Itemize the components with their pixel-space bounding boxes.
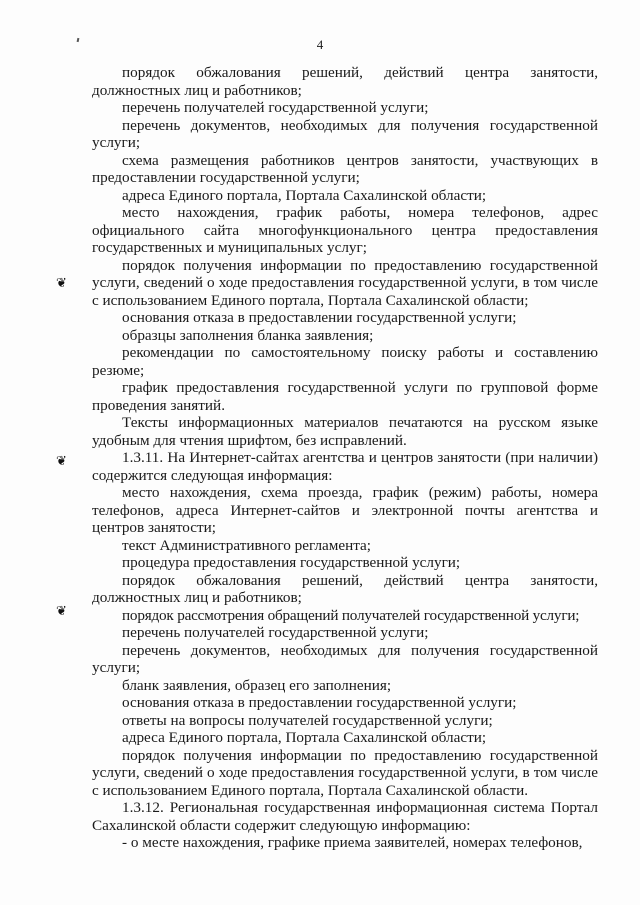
- paragraph: адреса Единого портала, Портала Сахалинской области;: [122, 186, 487, 204]
- margin-mark-icon: ❦: [56, 603, 67, 618]
- paragraph: график предоставления государственной услуги по групповой форме проведения занятий.: [92, 379, 598, 414]
- paragraph: текст Административного регламента;: [122, 536, 372, 554]
- paragraph: порядок рассмотрения обращений получателей государственной услуги;: [122, 606, 580, 624]
- paragraph: адреса Единого портала, Портала Сахалинской области;: [122, 729, 487, 746]
- paragraph: порядок обжалования решений, действий центра занятости, должностных лиц и работников;: [92, 571, 598, 606]
- document-body: [92, 64, 598, 852]
- paragraph: место нахождения, схема проезда, график (режим) работы, номера телефонов, адреса Интернет-сайтов и электронной почты агентства и центров занятости;: [92, 484, 598, 536]
- paragraph: перечень документов, необходимых для получения государственной услуги;: [92, 641, 598, 676]
- margin-mark-icon: ❦: [56, 453, 67, 468]
- paragraph: основания отказа в предоставлении государственной услуги;: [122, 694, 517, 711]
- section-paragraph: 1.3.12. Региональная государственная информационная система Портал Сахалинской области содержит следующую информацию:: [92, 799, 598, 834]
- paragraph: перечень получателей государственной услуги;: [122, 624, 429, 641]
- paragraph: процедура предоставления государственной услуги;: [122, 554, 461, 571]
- margin-mark-icon: ❦: [56, 275, 67, 290]
- paragraph: ответы на вопросы получателей государственной услуги;: [122, 711, 493, 729]
- paragraph: порядок обжалования решений, действий центра занятости, должностных лиц и работников;: [92, 64, 598, 99]
- paragraph: бланк заявления, образец его заполнения;: [122, 676, 392, 694]
- paragraph: перечень документов, необходимых для получения государственной услуги;: [92, 116, 598, 151]
- paragraph: порядок получения информации по предоставлению государственной услуги, сведений о ходе предоставления государственной услуги, в том числе с использованием Единого портала, Портала Сахалинской области.: [92, 746, 598, 799]
- paragraph: рекомендации по самостоятельному поиску работы и составлению резюме;: [92, 344, 598, 379]
- paragraph: Тексты информационных материалов печатаются на русском языке удобным для чтения шрифтом, без исправлений.: [92, 414, 598, 449]
- page-number: 4: [316, 37, 324, 52]
- paragraph: - о месте нахождения, графике приема заявителей, номерах телефонов,: [122, 834, 583, 851]
- paragraph: порядок получения информации по предоставлению государственной услуги, сведений о ходе предоставления государственной услуги, в том числе с использованием Единого портала, Портала Сахалинской области;: [92, 256, 598, 309]
- paragraph: основания отказа в предоставлении государственной услуги;: [122, 309, 517, 326]
- section-paragraph: 1.3.11. На Интернет-сайтах агентства и центров занятости (при наличии) содержится следующая информация:: [92, 449, 598, 484]
- paragraph: перечень получателей государственной услуги;: [122, 99, 429, 116]
- paragraph: образцы заполнения бланка заявления;: [122, 326, 374, 344]
- paragraph: схема размещения работников центров занятости, участвующих в предоставлении государственной услуги;: [92, 151, 598, 186]
- paragraph: место нахождения, график работы, номера телефонов, адрес официального сайта многофункционального центра предоставления государственных и муниципальных услуг;: [92, 204, 598, 256]
